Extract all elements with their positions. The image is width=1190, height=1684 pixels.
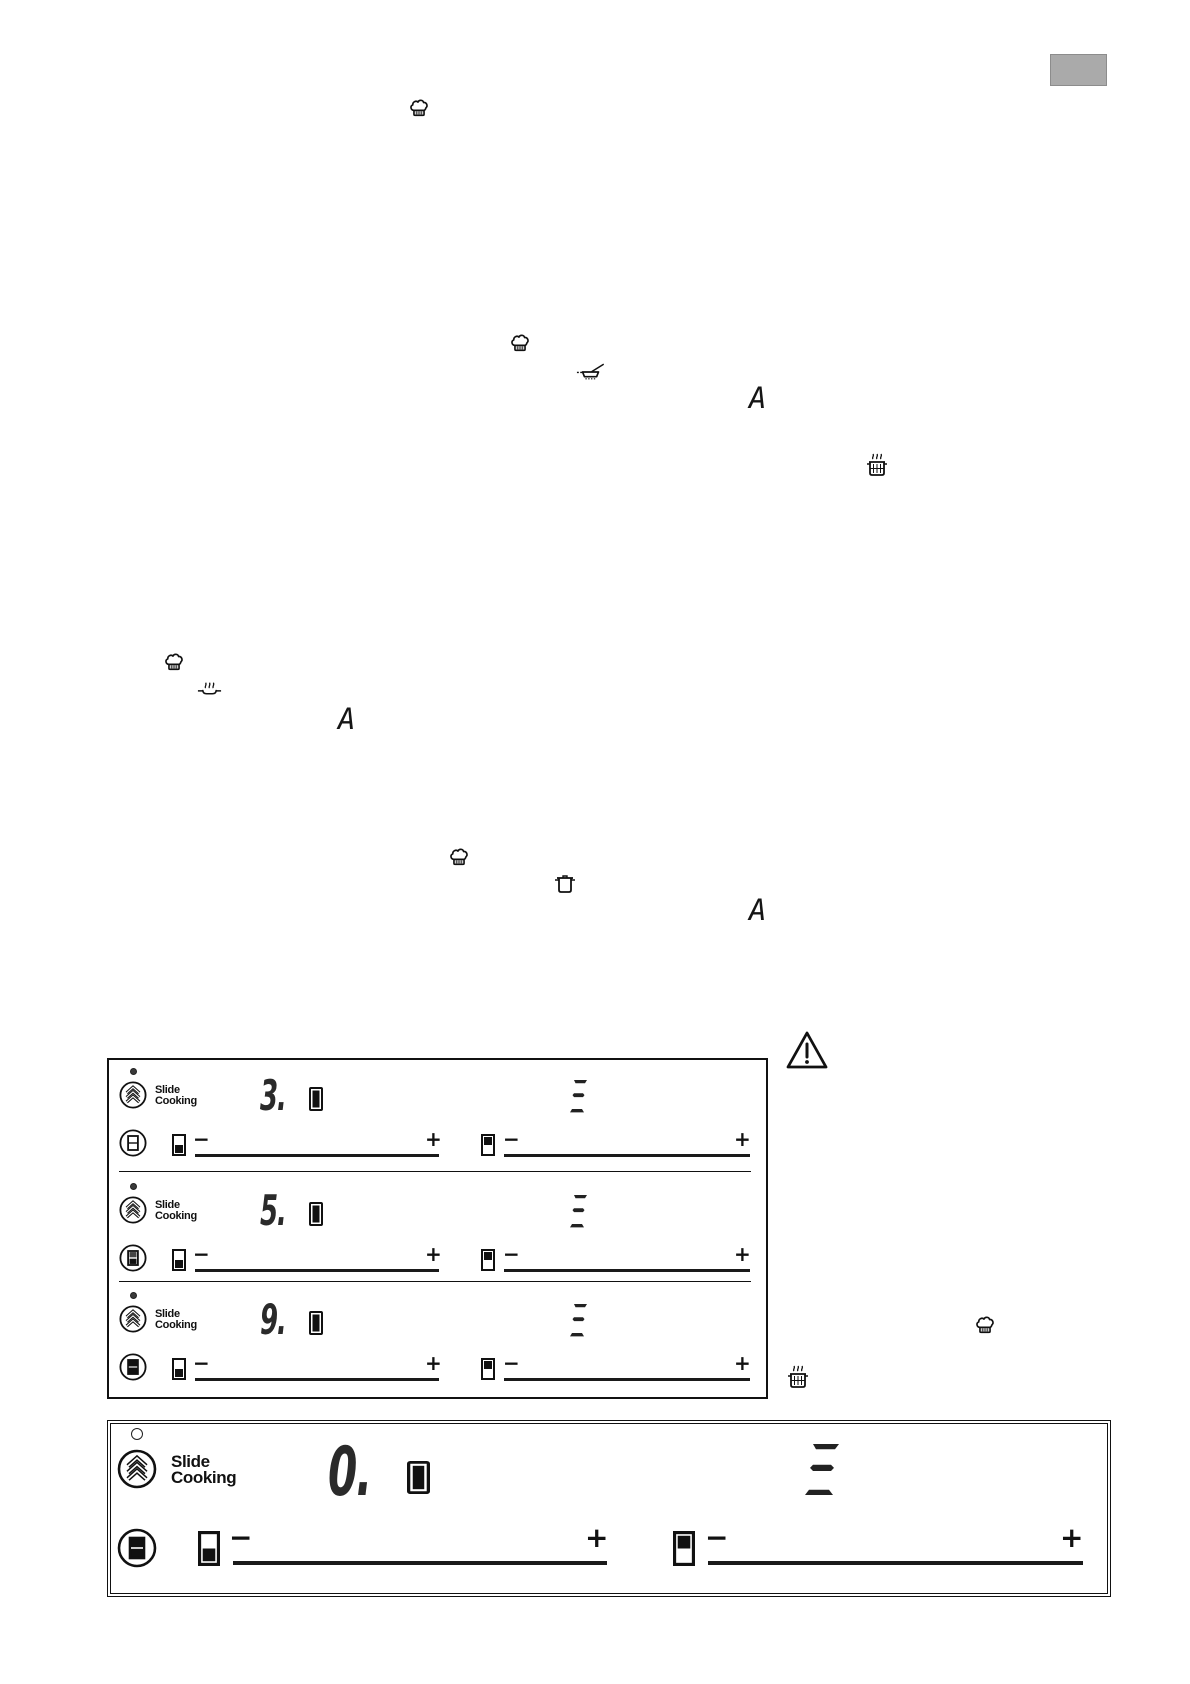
steam-pot-icon	[786, 1364, 810, 1390]
right-slider-minus[interactable]: −	[705, 1521, 729, 1554]
left-slider-track[interactable]	[195, 1378, 439, 1381]
panel-row	[109, 1065, 766, 1165]
right-slider-track[interactable]	[504, 1154, 750, 1157]
right-slider-minus[interactable]: −	[503, 1242, 520, 1266]
chef-hat-icon	[163, 651, 185, 673]
frying-pan-icon	[576, 363, 606, 380]
front-zone-icon	[172, 1249, 186, 1271]
zone-indicator-icon	[309, 1311, 323, 1335]
display-symbol: A	[749, 893, 767, 927]
right-slider-plus[interactable]: +	[734, 1351, 751, 1375]
right-slider-track[interactable]	[504, 1378, 750, 1381]
power-indicator-led	[130, 1183, 137, 1190]
brand-line-1: Slide	[171, 1452, 210, 1471]
steam-icon	[196, 680, 223, 696]
brand-line-2: Cooking	[155, 1319, 197, 1331]
zone-switch-icon[interactable]	[119, 1353, 147, 1381]
section-tab-marker	[1050, 54, 1107, 86]
left-slider-track[interactable]	[195, 1269, 439, 1272]
heat-indicator-icon	[570, 1195, 587, 1228]
power-level-display: 0.	[328, 1433, 371, 1512]
slide-cooking-label	[155, 1200, 197, 1222]
power-indicator-led	[130, 1068, 137, 1075]
slide-cooking-label	[155, 1309, 197, 1331]
warning-icon	[785, 1030, 829, 1070]
left-slider-plus[interactable]: +	[425, 1351, 442, 1375]
slide-cooking-icon[interactable]	[119, 1081, 147, 1109]
control-panel	[107, 1420, 1111, 1597]
right-slider-track[interactable]	[708, 1561, 1083, 1565]
left-slider-plus[interactable]: +	[425, 1127, 442, 1151]
left-slider-minus[interactable]: −	[193, 1127, 210, 1151]
panel-row	[109, 1180, 766, 1280]
brand-line-1: Slide	[155, 1199, 180, 1211]
slide-cooking-label	[171, 1454, 236, 1486]
front-zone-icon	[172, 1134, 186, 1156]
right-slider-plus[interactable]: +	[1060, 1521, 1084, 1554]
display-symbol: A	[338, 702, 356, 736]
zone-indicator-icon	[407, 1461, 430, 1494]
heat-indicator-icon	[570, 1304, 587, 1337]
rear-zone-icon	[481, 1358, 495, 1380]
brand-line-2: Cooking	[155, 1095, 197, 1107]
left-slider-minus[interactable]: −	[229, 1521, 253, 1554]
right-slider-plus[interactable]: +	[734, 1242, 751, 1266]
power-indicator-led	[130, 1292, 137, 1299]
chef-hat-icon	[448, 846, 470, 868]
chef-hat-icon	[509, 332, 531, 354]
zone-indicator-icon	[309, 1202, 323, 1226]
power-level-display: 9.	[260, 1295, 286, 1344]
rear-zone-icon	[481, 1249, 495, 1271]
slide-cooking-icon[interactable]	[117, 1449, 157, 1489]
left-slider-minus[interactable]: −	[193, 1351, 210, 1375]
right-slider-plus[interactable]: +	[734, 1127, 751, 1151]
row-divider	[119, 1171, 751, 1172]
brand-line-2: Cooking	[171, 1468, 237, 1487]
brand-line-1: Slide	[155, 1308, 180, 1320]
power-indicator-led	[131, 1428, 143, 1440]
slide-cooking-icon[interactable]	[119, 1196, 147, 1224]
control-panel-sequence	[107, 1058, 768, 1399]
right-slider-minus[interactable]: −	[503, 1127, 520, 1151]
rear-zone-icon	[481, 1134, 495, 1156]
brand-line-1: Slide	[155, 1084, 180, 1096]
left-slider-minus[interactable]: −	[193, 1242, 210, 1266]
display-symbol: A	[749, 381, 767, 415]
chef-hat-icon	[408, 97, 430, 119]
right-slider-minus[interactable]: −	[503, 1351, 520, 1375]
right-slider-track[interactable]	[504, 1269, 750, 1272]
zone-switch-icon[interactable]	[119, 1244, 147, 1272]
pot-icon	[554, 872, 576, 894]
zone-switch-icon[interactable]	[117, 1528, 157, 1568]
left-slider-track[interactable]	[195, 1154, 439, 1157]
steam-pot-icon	[865, 452, 889, 478]
left-slider-track[interactable]	[233, 1561, 607, 1565]
zone-indicator-icon	[309, 1087, 323, 1111]
brand-line-2: Cooking	[155, 1210, 197, 1222]
power-level-display: 5.	[260, 1186, 286, 1235]
panel-row	[109, 1289, 766, 1389]
rear-zone-icon	[673, 1531, 695, 1566]
front-zone-icon	[198, 1531, 220, 1566]
heat-indicator-icon	[570, 1080, 587, 1113]
zone-switch-icon[interactable]	[119, 1129, 147, 1157]
row-divider	[119, 1281, 751, 1282]
left-slider-plus[interactable]: +	[425, 1242, 442, 1266]
left-slider-plus[interactable]: +	[585, 1521, 609, 1554]
chef-hat-icon	[974, 1314, 996, 1336]
slide-cooking-label	[155, 1085, 197, 1107]
slide-cooking-icon[interactable]	[119, 1305, 147, 1333]
front-zone-icon	[172, 1358, 186, 1380]
power-level-display: 3.	[260, 1071, 286, 1120]
heat-indicator-icon	[805, 1444, 839, 1496]
